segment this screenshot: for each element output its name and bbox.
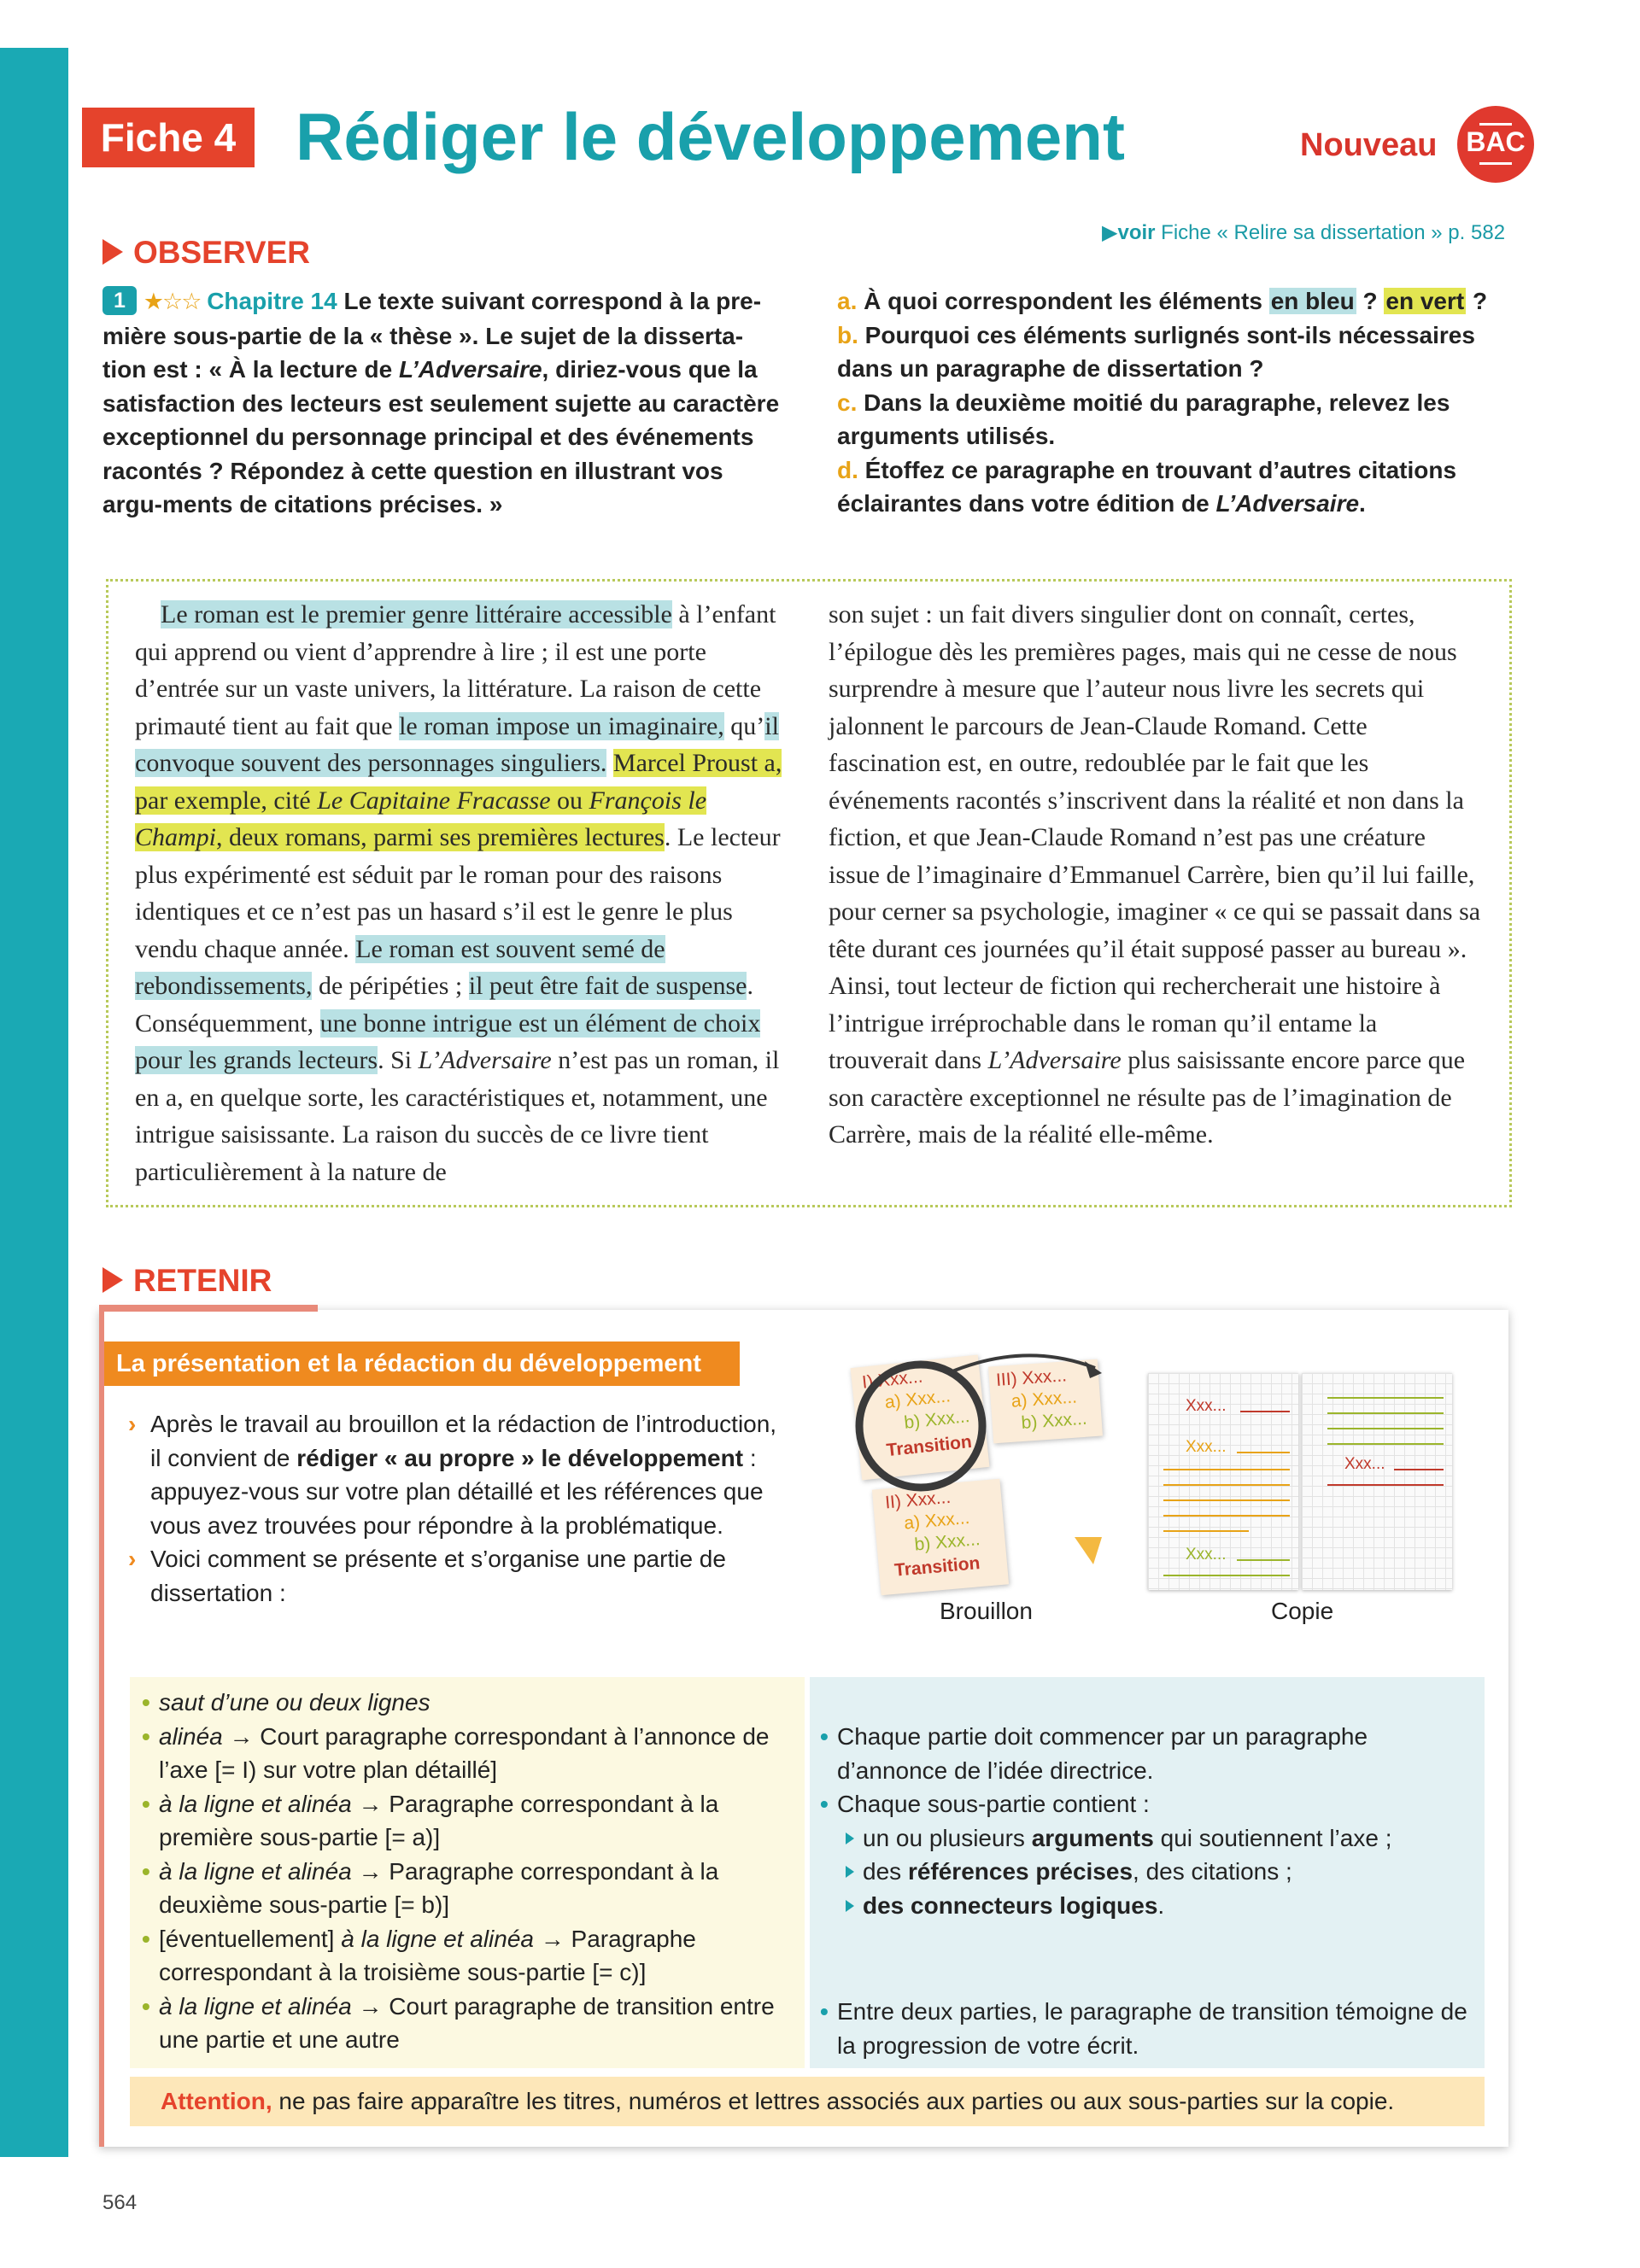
question-c: c. Dans la deuxième moitié du paragraphe, relevez les arguments utilisés. xyxy=(837,389,1450,449)
highlight-green: François le Champi xyxy=(135,786,707,851)
highlight-green: ou xyxy=(550,786,589,815)
subpart-element: des références précises, des citations ; xyxy=(820,1855,1469,1889)
page-number: 564 xyxy=(102,2191,138,2214)
voir-reference[interactable]: ▶voir Fiche « Relire sa dissertation » p. 582 xyxy=(1102,221,1506,244)
chevron-right-icon: › xyxy=(128,1411,137,1437)
nouveau-label: Nouveau xyxy=(1300,127,1438,163)
exercise-number: 1 xyxy=(102,286,137,315)
play-triangle-icon xyxy=(102,1267,123,1293)
subpart-element: un ou plusieurs arguments qui soutiennent l’axe ; xyxy=(820,1821,1469,1856)
essay-text-run: . Le lecteur plus expérimenté est séduit par le roman pour des raisons identiques et ce n’est pas un hasard s’il est le genre le plus vendu chaque année. xyxy=(135,823,781,963)
difficulty-stars-icon: ★☆☆ xyxy=(143,289,201,314)
essay-column-1 xyxy=(135,596,786,1190)
triangle-bullet-icon xyxy=(846,1900,854,1912)
layout-step: • à la ligne et alinéa → Paragraphe correspondant à la première sous-partie [= a)] xyxy=(142,1790,719,1850)
exercise-questions xyxy=(837,284,1520,521)
retenir-accent-top xyxy=(99,1305,318,1312)
essay-column-2 xyxy=(829,596,1482,1154)
bac-badge xyxy=(1457,106,1534,183)
highlight-green: Marcel Proust a, par exemple, cité xyxy=(135,749,782,815)
highlight-blue: Le roman est souvent semé de rebondissements, xyxy=(135,934,665,1000)
rule-part-intro: • Chaque partie doit commencer par un paragraphe d’annonce de l’idée directrice. • Chaque sous-partie contient : un ou plusieurs arguments qui soutiennent l’axe ; des références précises, des citations ; des connecteurs logiques. xyxy=(820,1720,1469,1922)
essay-text-run: de péripéties ; xyxy=(312,972,469,1000)
highlight-blue: une bonne intrigue est un élément de choix pour les grands lecteurs xyxy=(135,1008,761,1074)
triangle-bullet-icon xyxy=(846,1833,854,1844)
essay-text-run: . Si xyxy=(378,1046,419,1074)
left-color-bar xyxy=(0,48,68,2157)
layout-steps-list xyxy=(142,1686,791,2057)
essay-text-run: plus saisissante encore parce que son caractère exceptionnel ne résulte pas de l’imagination de Carrère, mais de la réalité elle-même. xyxy=(829,1046,1466,1149)
rule-transition: • Entre deux parties, le paragraphe de transition témoigne de la progression de votre écrit. xyxy=(820,1998,1467,2059)
attention-note: Attention, ne pas faire apparaître les titres, numéros et lettres associés aux parties ou aux sous-parties sur la copie. xyxy=(130,2077,1485,2126)
essay-text-run: L’Adversaire xyxy=(418,1046,552,1074)
caption-brouillon: Brouillon xyxy=(940,1598,1033,1624)
triangle-bullet-icon xyxy=(846,1866,854,1878)
highlight-green: , deux romans, parmi ses premières lectures xyxy=(216,823,665,851)
layout-step: • saut d’une ou deux lignes xyxy=(142,1689,430,1716)
essay-text-run: qu’ xyxy=(723,711,765,740)
copy-page-left: Xxx... Xxx... Xxx... xyxy=(1148,1373,1298,1590)
exercise-1: 1 ★☆☆ Chapitre 14 Le texte suivant correspond à la pre-mière sous-partie de la « thèse ». Le sujet de la disserta-tion est : « À la lecture de L’Adversaire, diriez-vous que la satisfaction des lecteurs est seulement sujette au caractère exceptionnel du personnage principal et des événements racontés ? Répondez à cette question en illustrant vos argu-ments de citations précises. » xyxy=(102,288,780,517)
question-d: d. Étoffez ce paragraphe en trouvant d’autres citations éclairantes dans votre édition de L’Adversaire. xyxy=(837,456,1457,517)
essay-text-run: son sujet : un fait divers singulier dont on connaît, certes, l’épilogue dès les premières pages, mais qui ne cesse de nous surprendre à mesure que l’auteur nous livre les secrets qui jalonnent le parcours de Jean-Claude Romand. Cette fascination est, en outre, redoublée par le fait que les événements racontés s’inscrivent dans la réalité et non dans la fiction, et que Jean-Claude Romand n’est pas une créature issue de l’imaginaire d’Emmanuel Carrère, bien qu’il lui faille, pour cerner sa psychologie, imaginer « ce qui se passait dans sa tête durant ces journées qu’il était supposé passer au bureau ». Ainsi, tout lecteur de fiction qui rechercherait une histoire à l’intrigue irréprochable dans le roman qu’il entame la trouverait dans xyxy=(829,600,1481,1074)
page-title: Rédiger le développement xyxy=(296,99,1125,174)
highlight-blue: le roman impose un imaginaire, xyxy=(399,711,724,740)
play-triangle-icon xyxy=(102,239,123,265)
retenir-banner: La présentation et la rédaction du développement xyxy=(104,1342,740,1386)
layout-step: • [éventuellement] à la ligne et alinéa → Paragraphe correspondant à la troisième sous-partie [= c)] xyxy=(142,1925,696,1985)
question-b: b. Pourquoi ces éléments surlignés sont-ils nécessaires dans un paragraphe de dissertation ? xyxy=(837,321,1475,382)
essay-text-run: . Conséquemment, xyxy=(135,972,753,1038)
caption-copie: Copie xyxy=(1271,1598,1334,1624)
retenir-heading: RETENIR xyxy=(102,1262,272,1300)
layout-step: • à la ligne et alinéa → Court paragraphe de transition entre une partie et une autre xyxy=(142,1992,775,2053)
intro-item: › Voici comment se présente et s’organise une partie de dissertation : xyxy=(128,1542,777,1610)
retenir-accent-bar xyxy=(99,1310,104,2147)
intro-item: › Après le travail au brouillon et la rédaction de l’introduction, il convient de rédiger « au propre » le développement : appuyez-vous sur votre plan détaillé et les références que vous avez trouvées pour répondre à la problématique. xyxy=(128,1407,777,1542)
highlight-blue: il convoque souvent des personnages singuliers. xyxy=(135,711,779,777)
essay-text-run xyxy=(606,749,613,777)
essay-text-run: à l’enfant qui apprend ou vient d’apprendre à lire ; il est une porte d’entrée sur un vaste univers, la littérature. La raison de cette primauté tient au fait que xyxy=(135,600,776,740)
draft-note-3: III) Xxx... a) Xxx... b) Xxx... xyxy=(988,1359,1103,1444)
highlight-blue: il peut être fait de suspense xyxy=(468,972,747,1000)
question-a: a. À quoi correspondent les éléments en bleu ? en vert ? xyxy=(837,288,1488,314)
layout-step: • à la ligne et alinéa → Paragraphe correspondant à la deuxième sous-partie [= b)] xyxy=(142,1857,719,1918)
highlight-green: Le Capitaine Fracasse xyxy=(317,786,551,815)
subpart-element: des connecteurs logiques. xyxy=(820,1889,1469,1923)
triangle-right-icon: ▶ xyxy=(1102,221,1118,244)
highlight-blue: Le roman est le premier genre littéraire accessible xyxy=(161,600,672,628)
layout-step: • alinéa → Court paragraphe correspondant à l’annonce de l’axe [= I) sur votre plan détaillé] xyxy=(142,1722,770,1783)
draft-note-2: II) Xxx... a) Xxx... b) Xxx... Transition xyxy=(872,1479,1009,1596)
copy-page-right: Xxx... xyxy=(1302,1373,1452,1590)
draft-note-1: I) Xxx... a) Xxx... b) Xxx... Transition xyxy=(851,1355,990,1481)
retenir-intro xyxy=(128,1407,777,1610)
bac-label: BAC xyxy=(1466,126,1526,157)
observer-heading: OBSERVER xyxy=(102,234,310,272)
chevron-right-icon: › xyxy=(128,1546,137,1572)
fiche-label: Fiche 4 xyxy=(82,108,255,167)
essay-text-run: L’Adversaire xyxy=(987,1046,1122,1074)
chapter-reference: Chapitre 14 xyxy=(207,288,337,314)
magnifier-arrow-icon xyxy=(846,1332,1136,1571)
essay-text-run: n’est pas un roman, il en a, en quelque sorte, les caractéristiques et, notamment, une intrigue saisissante. La raison du succès de ce livre tient particulièrement à la nature de xyxy=(135,1046,780,1186)
